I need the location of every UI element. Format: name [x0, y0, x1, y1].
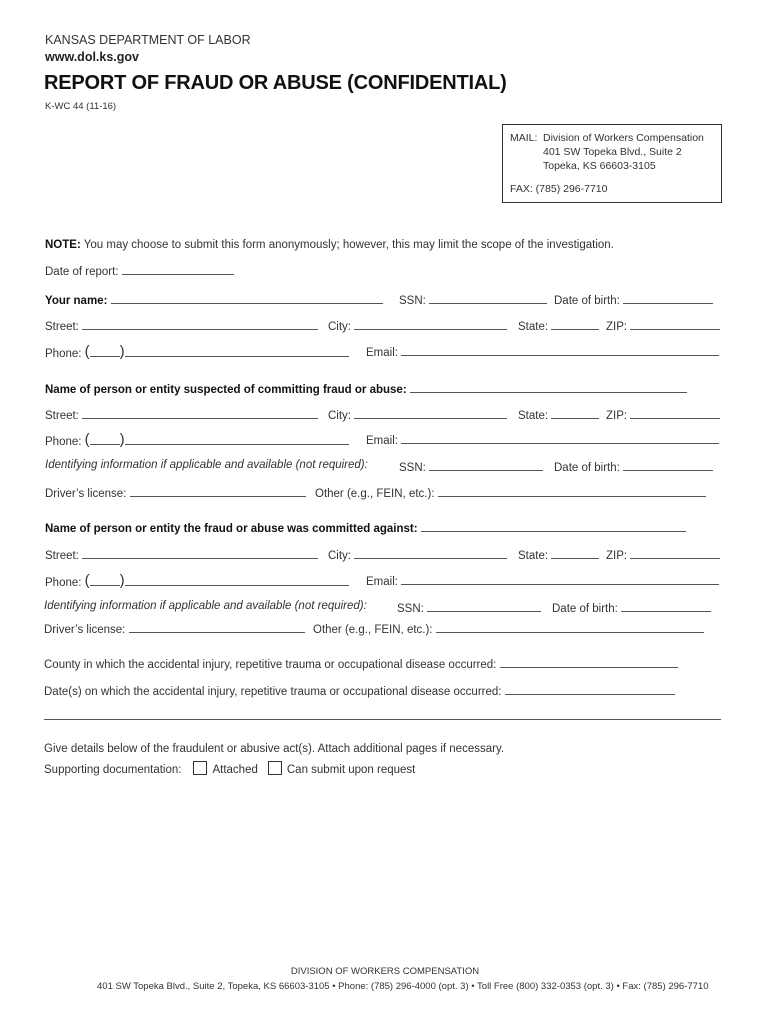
details-instructions: Give details below of the fraudulent or abusive act(s). Attach additional pages if necessary.: [44, 743, 505, 755]
dob-label: Date of birth:: [554, 462, 620, 474]
victim-heading: Name of person or entity the fraud or abuse was committed against:: [45, 523, 418, 535]
dates-continuation-line[interactable]: [44, 708, 721, 720]
your-dob: [554, 292, 713, 307]
suspect-street: [45, 407, 318, 422]
mail-line-2: 401 SW Topeka Blvd., Suite 2: [543, 146, 682, 158]
victim-phone-field[interactable]: [125, 574, 349, 586]
suspect-phone: Phone: ( ): [45, 432, 349, 449]
drivers-license-label: Driver’s license:: [45, 488, 127, 500]
city-label: City:: [328, 321, 351, 333]
victim-dob: [552, 600, 711, 615]
suspect-state: [518, 407, 599, 422]
victim-street: [45, 547, 318, 562]
victim-name-field[interactable]: [421, 520, 686, 532]
victim-dob-field[interactable]: [621, 600, 711, 612]
fax-number: FAX: (785) 296-7710: [510, 183, 608, 195]
suspect-other-field[interactable]: [438, 485, 706, 497]
form-number: K-WC 44 (11-16): [45, 101, 117, 112]
your-ssn-field[interactable]: [429, 292, 547, 304]
can-submit-label: Can submit upon request: [286, 764, 416, 776]
date-of-report-row: [45, 263, 234, 278]
suspect-street-field[interactable]: [82, 407, 318, 419]
victim-email-field[interactable]: [401, 573, 719, 585]
victim-zip-field[interactable]: [630, 547, 720, 559]
your-name-row: [45, 292, 383, 307]
note-text: You may choose to submit this form anonymously; however, this may limit the scope of the investigation.: [80, 239, 614, 251]
mail-line-3: Topeka, KS 66603-3105: [543, 160, 656, 172]
suspect-email: [366, 432, 719, 447]
ssn-label: SSN:: [399, 462, 426, 474]
suspect-dob: [554, 459, 713, 474]
email-label: Email:: [366, 435, 398, 447]
your-phone-field[interactable]: [125, 345, 349, 357]
your-name-label: Your name:: [45, 295, 108, 307]
identifying-info-label: Identifying information if applicable and available (not required):: [45, 459, 368, 471]
street-label: Street:: [45, 410, 79, 422]
your-zip: [606, 318, 720, 333]
email-label: Email:: [366, 347, 398, 359]
city-label: City:: [328, 410, 351, 422]
dob-label: Date of birth:: [552, 603, 618, 615]
county-label: County in which the accidental injury, repetitive trauma or occupational disease occurred:: [44, 659, 497, 671]
victim-state-field[interactable]: [551, 547, 599, 559]
suspect-other: [315, 485, 706, 500]
your-street: [45, 318, 318, 333]
victim-email: [366, 573, 719, 588]
agency-name: KANSAS DEPARTMENT OF LABOR: [45, 33, 251, 47]
victim-zip: [606, 547, 720, 562]
date-of-report-label: Date of report:: [45, 266, 119, 278]
your-state: [518, 318, 599, 333]
victim-name-row: [45, 520, 686, 535]
suspect-zip-field[interactable]: [630, 407, 720, 419]
your-city-field[interactable]: [354, 318, 507, 330]
suspect-email-field[interactable]: [401, 432, 719, 444]
your-street-field[interactable]: [82, 318, 318, 330]
victim-city-field[interactable]: [354, 547, 507, 559]
dates-label: Date(s) on which the accidental injury, repetitive trauma or occupational disease occurred:: [44, 686, 502, 698]
supporting-docs-label: Supporting documentation:: [44, 764, 182, 776]
victim-ssn-field[interactable]: [427, 600, 541, 612]
dob-label: Date of birth:: [554, 295, 620, 307]
your-zip-field[interactable]: [630, 318, 720, 330]
ssn-label: SSN:: [399, 295, 426, 307]
your-phone: Phone: ( ): [45, 344, 349, 361]
phone-label: Phone:: [45, 348, 82, 360]
state-label: State:: [518, 410, 549, 422]
state-label: State:: [518, 321, 549, 333]
your-email-field[interactable]: [401, 344, 719, 356]
your-ssn: [399, 292, 547, 307]
email-label: Email:: [366, 576, 398, 588]
city-label: City:: [328, 550, 351, 562]
victim-city: [328, 547, 507, 562]
suspect-heading: Name of person or entity suspected of committing fraud or abuse:: [45, 384, 407, 396]
phone-label: Phone:: [45, 436, 82, 448]
street-label: Street:: [45, 550, 79, 562]
your-email: [366, 344, 719, 359]
supporting-docs-row: [44, 761, 415, 776]
ssn-label: SSN:: [397, 603, 424, 615]
suspect-ssn-field[interactable]: [429, 459, 543, 471]
suspect-state-field[interactable]: [551, 407, 599, 419]
suspect-dob-field[interactable]: [623, 459, 713, 471]
county-field[interactable]: [500, 656, 678, 668]
suspect-identifying-info: [45, 459, 368, 471]
suspect-ssn: [399, 459, 543, 474]
website-link[interactable]: www.dol.ks.gov: [45, 50, 139, 64]
attached-label: Attached: [212, 764, 258, 776]
victim-phone: Phone: ( ): [45, 573, 349, 590]
state-label: State:: [518, 550, 549, 562]
street-label: Street:: [45, 321, 79, 333]
zip-label: ZIP:: [606, 550, 628, 562]
identifying-info-label: Identifying information if applicable and available (not required):: [44, 600, 367, 612]
zip-label: ZIP:: [606, 321, 628, 333]
form-title: REPORT OF FRAUD OR ABUSE (CONFIDENTIAL): [44, 72, 507, 94]
county-row: [44, 656, 678, 671]
mailing-address-box: [502, 124, 722, 203]
victim-phone-area-code[interactable]: [90, 574, 120, 586]
suspect-name-row: [45, 381, 687, 396]
note: [45, 239, 614, 251]
your-state-field[interactable]: [551, 318, 599, 330]
suspect-phone-field[interactable]: [125, 433, 349, 445]
victim-drivers-license: [44, 621, 305, 636]
victim-identifying-info: [44, 600, 367, 612]
suspect-city: [328, 407, 507, 422]
victim-ssn: [397, 600, 541, 615]
zip-label: ZIP:: [606, 410, 628, 422]
your-phone-area-code[interactable]: [90, 345, 120, 357]
dates-field[interactable]: [505, 683, 675, 695]
your-dob-field[interactable]: [623, 292, 713, 304]
suspect-drivers-license-field[interactable]: [130, 485, 306, 497]
suspect-city-field[interactable]: [354, 407, 507, 419]
victim-state: [518, 547, 599, 562]
note-label: NOTE:: [45, 239, 81, 251]
date-of-report-field[interactable]: [122, 263, 234, 275]
details-area[interactable]: [44, 785, 721, 955]
attached-checkbox[interactable]: [193, 761, 207, 775]
phone-label: Phone:: [45, 577, 82, 589]
mail-label: MAIL:: [510, 132, 538, 144]
can-submit-checkbox[interactable]: [268, 761, 282, 775]
your-city: [328, 318, 507, 333]
mail-line-1: Division of Workers Compensation: [543, 132, 704, 144]
victim-other: [313, 621, 704, 636]
drivers-license-label: Driver’s license:: [44, 624, 126, 636]
suspect-phone-area-code[interactable]: [90, 433, 120, 445]
other-label: Other (e.g., FEIN, etc.):: [313, 624, 433, 636]
your-name-field[interactable]: [111, 292, 383, 304]
footer-contact: 401 SW Topeka Blvd., Suite 2, Topeka, KS 66603-3105 • Phone: (785) 296-4000 (opt. 3) • Toll Free (800) 332-0353 (opt. 3) • Fax: (785) 296-7710: [97, 981, 709, 992]
suspect-zip: [606, 407, 720, 422]
victim-street-field[interactable]: [82, 547, 318, 559]
victim-other-field[interactable]: [436, 621, 704, 633]
other-label: Other (e.g., FEIN, etc.):: [315, 488, 435, 500]
suspect-drivers-license: [45, 485, 306, 500]
suspect-name-field[interactable]: [410, 381, 687, 393]
victim-drivers-license-field[interactable]: [129, 621, 305, 633]
dates-row: [44, 683, 675, 698]
footer-division: DIVISION OF WORKERS COMPENSATION: [290, 966, 480, 977]
